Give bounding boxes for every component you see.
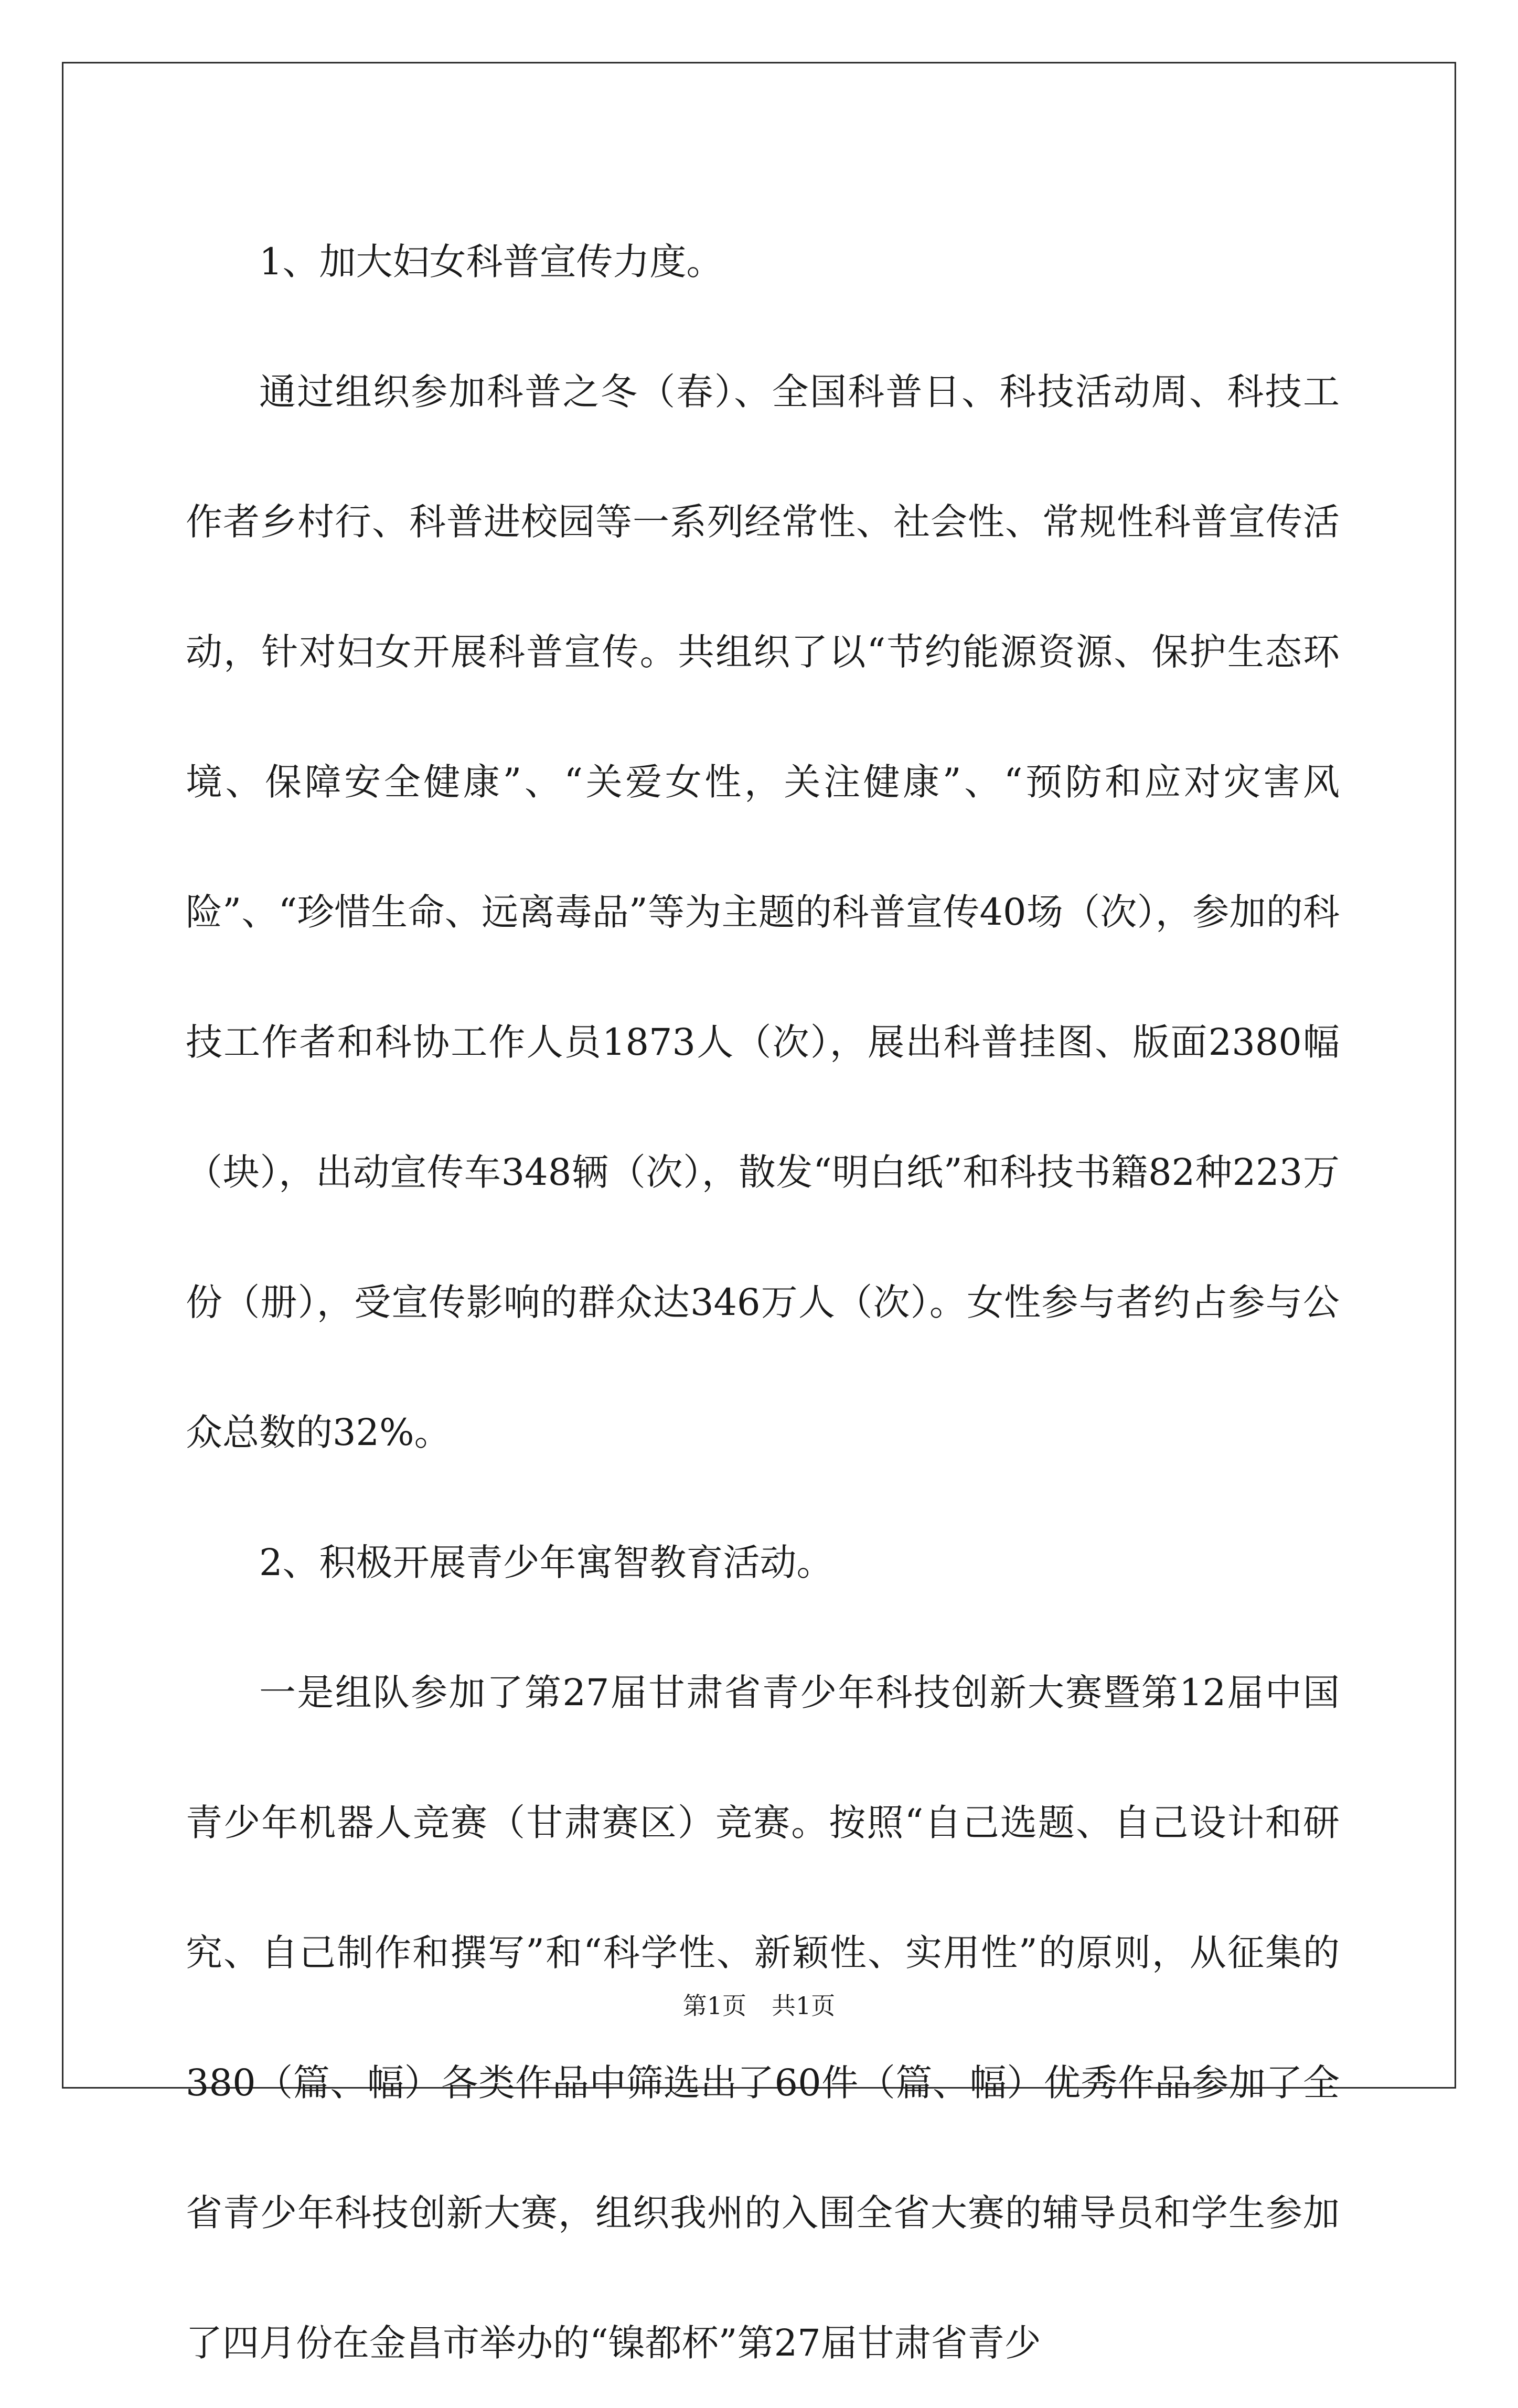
paragraph-heading-1: 1、加大妇女科普宣传力度。 — [259, 240, 723, 283]
page-number: 第1页 — [682, 1992, 746, 2020]
paragraph-heading-2: 2、积极开展青少年寓智教育活动。 — [259, 1541, 833, 1584]
document-body — [186, 197, 1340, 2408]
paragraph-body-1: 通过组织参加科普之冬（春）、全国科普日、科技活动周、科技工作者乡村行、科普进校园等一系列经常性、社会性、常规性科普宣传活动，针对妇女开展科普宣传。共组织了以“节约能源资源、保护生态环境、保障安全健康”、“关爱女性，关注健康”、“预防和应对灾害风险”、“珍惜生命、远离毒品”等为主题的科普宣传40场（次），参加的科技工作者和科协工作人员1873人（次），展出科普挂图、版面2380幅（块），出动宣传车348辆（次），散发“明白纸”和科技书籍82种223万份（册），受宣传影响的群众达346万人（次）。女性参与者约占参与公众总数的32%。 — [186, 370, 1340, 1454]
paragraph-body-2: 一是组队参加了第27届甘肃省青少年科技创新大赛暨第12届中国青少年机器人竞赛（甘肃赛区）竞赛。按照“自己选题、自己设计和研究、自己制作和撰写”和“科学性、新颖性、实用性”的原则，从征集的380（篇、幅）各类作品中筛选出了60件（篇、幅）优秀作品参加了全省青少年科技创新大赛，组织我州的入围全省大赛的辅导员和学生参加了四月份在金昌市举办的“镍都杯”第27届甘肃省青少 — [186, 1671, 1340, 2364]
page-total: 共1页 — [772, 1992, 836, 2020]
page-footer — [0, 1987, 1518, 2021]
